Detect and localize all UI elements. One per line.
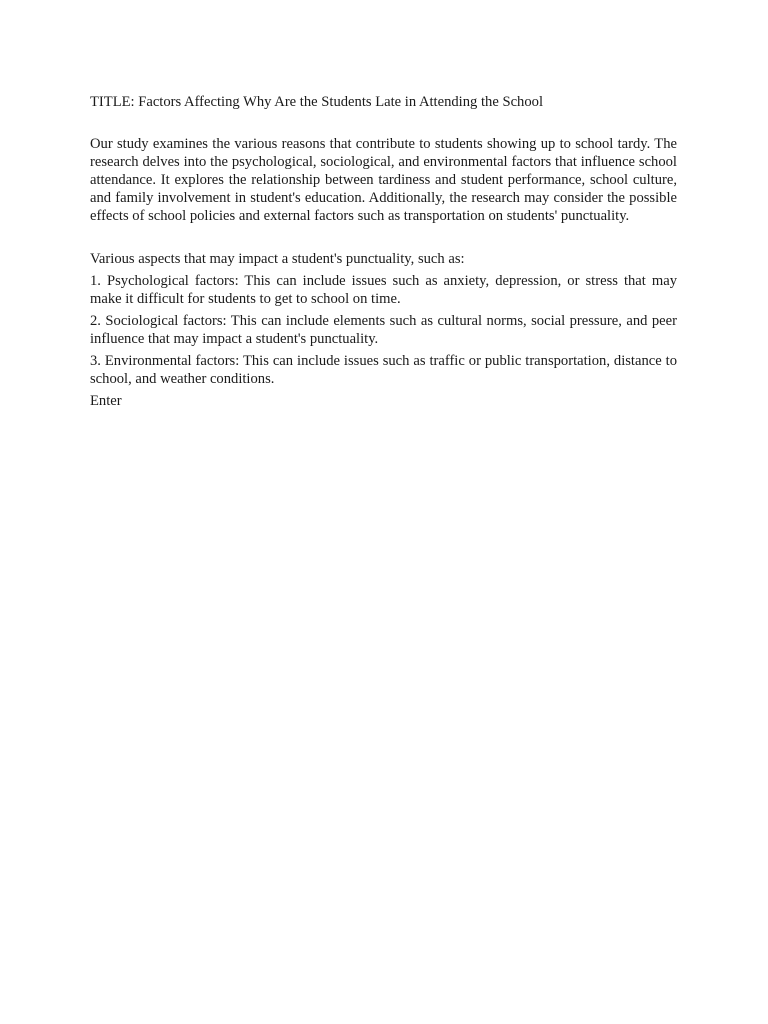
document-body [90,93,677,410]
trailing-text: Enter [90,393,122,409]
factor-item-psychological: 1. Psychological factors: This can include issues such as anxiety, depression, or stress that may make it difficult for students to get to school on time. [90,273,677,307]
factors-intro: Various aspects that may impact a student's punctuality, such as: [90,251,465,267]
factor-item-environmental: 3. Environmental factors: This can include issues such as traffic or public transportation, distance to school, and weather conditions. [90,353,677,387]
document-title: TITLE: Factors Affecting Why Are the Students Late in Attending the School [90,94,543,110]
abstract-paragraph: Our study examines the various reasons that contribute to students showing up to school tardy. The research delves into the psychological, sociological, and environmental factors that influence school attendance. It explores the relationship between tardiness and student performance, school culture, and family involvement in student's education. Additionally, the research may consider the possible effects of school policies and external factors such as transportation on students' punctuality. [90,136,677,224]
factor-item-sociological: 2. Sociological factors: This can include elements such as cultural norms, social pressure, and peer influence that may impact a student's punctuality. [90,313,677,347]
